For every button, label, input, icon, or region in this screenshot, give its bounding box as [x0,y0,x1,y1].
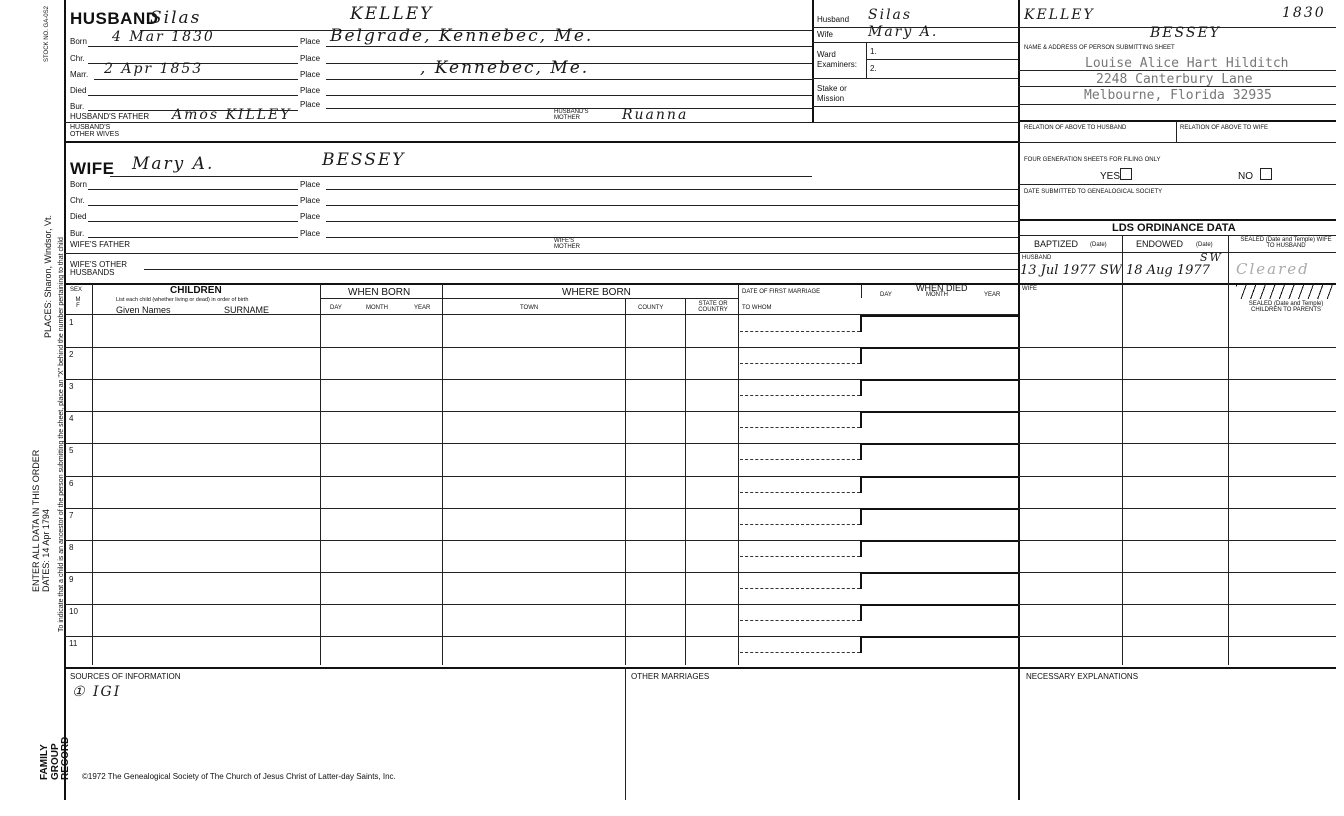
child-row-line [64,604,1336,605]
children-table-end [64,667,1336,669]
child-died-box [860,572,1018,589]
relation-divider [1176,121,1177,142]
husband-died-place-label: Place [300,86,321,95]
submitter-label: NAME & ADDRESS OF PERSON SUBMITTING SHEET [1024,45,1175,51]
state-label: STATE OR COUNTRY [698,301,728,313]
husband-born-place-label: Place [300,37,321,46]
lds-title-line [1018,235,1336,236]
first-marriage-label: DATE OF FIRST MARRIAGE [742,289,821,295]
no-checkbox[interactable] [1260,168,1272,180]
lds-title: LDS ORDINANCE DATA [1112,222,1236,234]
wife-died-label: Died [70,212,87,221]
places-note: PLACES: Sharon, Windsor, Vt. [43,214,53,338]
date-submitted-end [1018,219,1336,221]
child-died-box [860,315,1018,332]
husband-bur-label: Bur. [70,102,85,111]
right-surname-2: BESSEY [1150,25,1221,41]
wife-chr-place-label: Place [300,196,321,205]
enter-all-note: ENTER ALL DATA IN THIS ORDER [31,449,41,592]
children-title: CHILDREN [170,285,222,296]
child-marriage-dash [740,652,860,653]
child-row-number: 1 [69,318,74,327]
ward-wife: Mary A. [868,24,939,40]
child-died-box [860,604,1018,621]
child-marriage-dash [740,620,860,621]
relation-husband-label: RELATION OF ABOVE TO HUSBAND [1024,125,1127,131]
lds-husband-label: HUSBAND [1022,255,1052,261]
husband-died-label: Died [70,86,87,95]
child-row-line [64,476,1336,477]
husband-marr-line [94,79,298,80]
ward-examiner-1: 1. [870,47,877,56]
husband-other-wives-label: HUSBAND'S OTHER WIVES [70,124,120,138]
child-died-box [860,540,1018,557]
child-row-number: 7 [69,510,74,520]
ward-examiners-label: Ward Examiners: [817,50,858,69]
wife-bur-place-line [326,237,1018,238]
child-row-line [64,379,1336,380]
child-row-line [64,411,1336,412]
no-label: NO [1238,171,1253,182]
wife-bur-line [88,237,298,238]
form-left-border [64,0,66,800]
child-died-box [860,347,1018,364]
child-marriage-dash [740,331,860,332]
lds-endowed-label: ENDOWED [1136,239,1183,249]
child-row-line [64,443,1336,444]
husband-marr-place-line [326,79,812,80]
wife-chr-place-line [326,205,1018,206]
wife-section-end [64,283,1336,285]
child-marriage-dash [740,363,860,364]
wife-name-line [110,176,812,177]
explanations-label: NECESSARY EXPLANATIONS [1026,672,1139,681]
wife-died-place-line [326,221,1018,222]
lds-endowed-date-label: (Date) [1196,242,1213,248]
died-month-label: MONTH [926,292,948,298]
child-marriage-dash [740,427,860,428]
when-born-divider [320,284,321,665]
husband-born-place-line [326,46,812,47]
child-row-number: 5 [69,446,74,456]
marriage-divider [738,284,739,665]
wife-other-husbands-label: WIFE'S OTHER HUSBANDS [70,260,128,278]
lds-baptized-date-label: (Date) [1090,242,1107,248]
relation-wife-label: RELATION OF ABOVE TO WIFE [1180,125,1269,131]
footer-divider [625,667,626,800]
children-surname-label: SURNAME [224,305,270,315]
other-marriages-label: OTHER MARRIAGES [631,672,710,681]
child-row-line [64,347,1336,348]
child-died-box [860,476,1018,493]
children-note: List each child (whether living or dead) in order of birth [116,297,249,303]
husband-bur-place-label: Place [300,100,321,109]
record-title: FAMILY GROUP RECORD [39,736,71,780]
submitter-name: Louise Alice Hart Hilditch [1085,56,1289,71]
husband-surname: KELLEY [350,4,434,24]
four-gen-label: FOUR GENERATION SHEETS FOR FILING ONLY [1024,157,1161,163]
child-marriage-dash [740,492,860,493]
husband-chr-label: Chr. [70,54,85,63]
child-row-number: 4 [69,414,74,424]
husband-father: Amos KILLEY [172,107,292,123]
died-day-label: DAY [880,292,892,298]
husband-born-date: 4 Mar 1830 [112,29,215,45]
child-died-box [860,443,1018,460]
stake-label: Stake or Mission [817,84,847,103]
child-marriage-dash [740,556,860,557]
lds-husband-endowed: 18 Aug 1977 [1126,263,1210,278]
lds-sealed-children-label: SEALED (Date and Temple) CHILDREN TO PARENTS [1248,301,1324,314]
child-row-number: 11 [69,639,78,648]
lds-header-line [1018,252,1336,253]
child-row-number: 10 [69,606,78,616]
header-divider-1 [812,0,814,122]
child-row-line [64,540,1336,541]
child-marriage-dash [740,588,860,589]
wife-bur-place-label: Place [300,229,321,238]
child-row-number: 8 [69,542,74,552]
child-marriage-dash [740,524,860,525]
lds-col-1 [1122,235,1123,665]
child-marriage-dash [740,395,860,396]
copyright: ©1972 The Genealogical Society of The Church of Jesus Christ of Latter-day Saints, Inc. [82,772,396,781]
husband-born-line [88,46,298,47]
wife-label: WIFE [70,159,115,178]
children-sex-label: SEX [70,287,83,293]
children-sex-divider [92,284,93,665]
child-row-line [64,508,1336,509]
wife-bur-label: Bur. [70,229,85,238]
wife-other-husbands-line [144,269,1018,270]
ward-husband-label: Husband [817,15,850,24]
wife-mother-label: WIFE'S MOTHER [554,238,580,250]
ward-wife-line [812,42,1018,43]
right-surname-1: KELLEY [1024,7,1095,23]
lds-wife-label: WIFE [1022,286,1037,292]
wife-father-label: WIFE'S FATHER [70,240,131,249]
county-label: COUNTY [638,305,664,311]
ward-examiner-2: 2. [870,64,877,73]
lds-husband-baptized: 13 Jul 1977 SW [1020,263,1123,278]
lds-endowed-temple: SW [1200,251,1223,264]
children-mf-label: M F [75,297,81,310]
when-died-label: WHEN DIED [916,283,968,293]
husband-section-end [64,141,1018,143]
ward-box-line [812,78,1018,79]
born-month-label: MONTH [366,305,388,311]
ward-husband: Silas [868,7,913,23]
submitter-street: 2248 Canterbury Lane [1096,72,1253,87]
ward-examiner-mid [866,59,1018,60]
lds-sealed-note: Cleared [1236,260,1310,278]
wife-born-line [88,189,298,190]
lds-sealed-hatch [1236,285,1336,299]
child-died-box [860,636,1018,653]
state-divider [685,298,686,665]
husband-chr-place-label: Place [300,54,321,63]
husband-father-label: HUSBAND'S FATHER [70,112,150,121]
lds-baptized-label: BAPTIZED [1034,239,1079,249]
submitter-line-3 [1018,104,1336,105]
wife-died-place-label: Place [300,212,321,221]
town-label: TOWN [520,305,539,311]
yes-checkbox[interactable] [1120,168,1132,180]
wife-born-place-label: Place [300,180,321,189]
submitter-end [1018,120,1336,122]
husband-died-line [88,95,298,96]
wife-surname: BESSEY [322,150,406,170]
husband-mother: Ruanna [622,107,689,123]
date-submitted-label: DATE SUBMITTED TO GENEALOGICAL SOCIETY [1024,189,1163,195]
child-row-number: 6 [69,478,74,488]
child-died-box [860,508,1018,525]
child-row-line [64,636,1336,637]
child-row-line [64,572,1336,573]
husband-label: HUSBAND [70,9,159,28]
wife-born-label: Born [70,180,87,189]
sources-text: ① IGI [72,684,122,700]
lds-col-2 [1228,235,1229,665]
dates-note: DATES: 14 Apr 1794 [41,509,51,592]
husband-born-place: Belgrade, Kennebec, Me. [330,26,594,46]
child-row-number: 2 [69,350,74,360]
husband-marr-place: , Kennebec, Me. [420,58,590,78]
four-gen-end [1018,184,1336,185]
husband-born-label: Born [70,37,87,46]
stake-line [812,106,1018,107]
wife-died-line [88,221,298,222]
sources-label: SOURCES OF INFORMATION [70,672,181,681]
husband-parents-line [64,122,1018,123]
child-row-number: 9 [69,574,74,584]
relation-end [1018,142,1336,143]
husband-mother-label: HUSBAND'S MOTHER [554,109,589,121]
children-given-label: Given Names [116,305,171,315]
child-marriage-dash [740,459,860,460]
where-born-divider [442,284,443,665]
wife-chr-label: Chr. [70,196,85,205]
ward-wife-label: Wife [817,30,833,39]
died-year-label: YEAR [984,292,1001,298]
right-year: 1830 [1282,5,1326,21]
wife-chr-line [88,205,298,206]
lds-sealed-wife-label: SEALED (Date and Temple) WIFE TO HUSBAND [1240,237,1332,250]
wife-parents-line [64,253,1018,254]
husband-marr-label: Marr. [70,70,89,79]
husband-given-name: Silas [150,8,202,28]
submitter-city: Melbourne, Florida 32935 [1084,88,1272,103]
where-born-label: WHERE BORN [562,287,631,298]
wife-born-place-line [326,189,1018,190]
to-whom-label: TO WHOM [742,305,772,311]
county-divider [625,298,626,665]
ward-divider [866,42,867,78]
stock-number: STOCK NO. GA-0S2 [44,6,50,62]
when-born-label: WHEN BORN [348,287,411,298]
submitter-line-2 [1018,86,1336,87]
child-died-box [860,379,1018,396]
submitter-line-1 [1018,70,1336,71]
husband-marr-place-label: Place [300,70,321,79]
child-died-box [860,411,1018,428]
when-died-divider [861,284,862,298]
ancestor-instruction: To indicate that a child is an ancestor of the person submitting the sheet, place an "X" behind the number pertaining to that child [58,237,65,632]
child-row-number: 3 [69,382,74,392]
husband-marr-date: 2 Apr 1853 [104,61,204,77]
yes-label: YES [1100,171,1121,182]
husband-died-place-line [326,95,812,96]
wife-given-name: Mary A. [132,154,215,174]
when-born-subline [320,298,738,299]
born-day-label: DAY [330,305,342,311]
born-year-label: YEAR [414,305,431,311]
